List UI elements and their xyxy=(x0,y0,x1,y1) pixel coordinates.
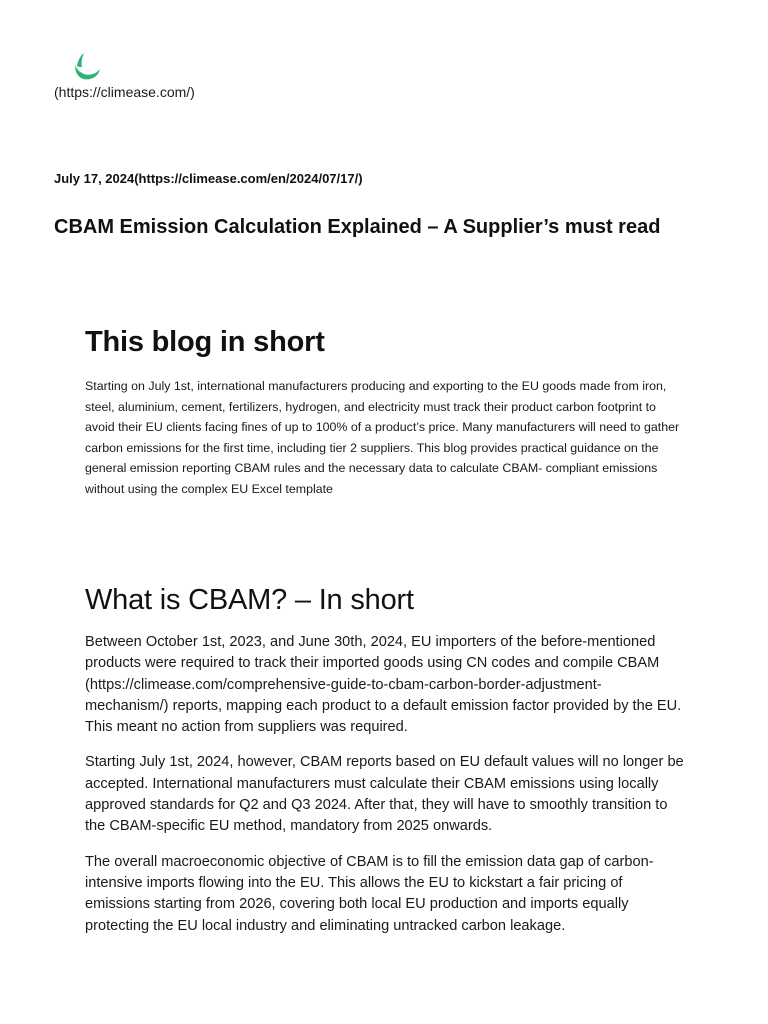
summary-text: Starting on July 1st, international manufacturers producing and exporting to the EU goods made from iron, steel, aluminium, cement, fertilizers, hydrogen, and electricity must track their product carbon footprint to avoid their EU clients facing fines of up to 100% of a product’s price. Many manufacturers will need to gather carbon emissions for the first time, including tier 2 suppliers. This blog provides practical guidance on the general emission reporting CBAM rules and the necessary data to calculate CBAM- compliant emissions without using the complex EU Excel template xyxy=(85,379,680,496)
cbam-section xyxy=(85,584,685,937)
home-link[interactable]: (https://climease.com/) xyxy=(54,84,195,100)
cbam-paragraph-1: Between October 1st, 2023, and June 30th, 2024, EU importers of the before-mentioned products were required to track their imported goods using CN codes and compile CBAM (https://climease.com/comprehensive-guide-to-cbam-carbon-border-adjustment-mechanism/) reports, mapping each product to a default emission factor provided by the EU. This meant no action from suppliers was required. xyxy=(85,634,682,736)
cbam-heading: What is CBAM? – In short xyxy=(85,584,414,616)
post-title: CBAM Emission Calculation Explained – A Supplier’s must read xyxy=(54,216,661,238)
summary-section xyxy=(85,326,685,500)
cbam-paragraph-3: The overall macroeconomic objective of CBAM is to fill the emission data gap of carbon-intensive imports flowing into the EU. This allows the EU to kickstart a fair pricing of emissions starting from 2026, covering both local EU production and imports equally protecting the EU local industry and eliminating untracked carbon leakage. xyxy=(85,853,654,934)
leaf-swoosh-icon[interactable] xyxy=(68,50,102,84)
cbam-paragraph-2: Starting July 1st, 2024, however, CBAM reports based on EU default values will no longer be accepted. International manufacturers must calculate their CBAM emissions using locally approved standards for Q2 and Q3 2024. After that, they will have to smoothly transition to the CBAM-specific EU method, mandatory from 2025 onwards. xyxy=(85,754,684,835)
summary-heading: This blog in short xyxy=(85,326,325,358)
post-date-link[interactable]: July 17, 2024(https://climease.com/en/2024/07/17/) xyxy=(54,171,363,186)
